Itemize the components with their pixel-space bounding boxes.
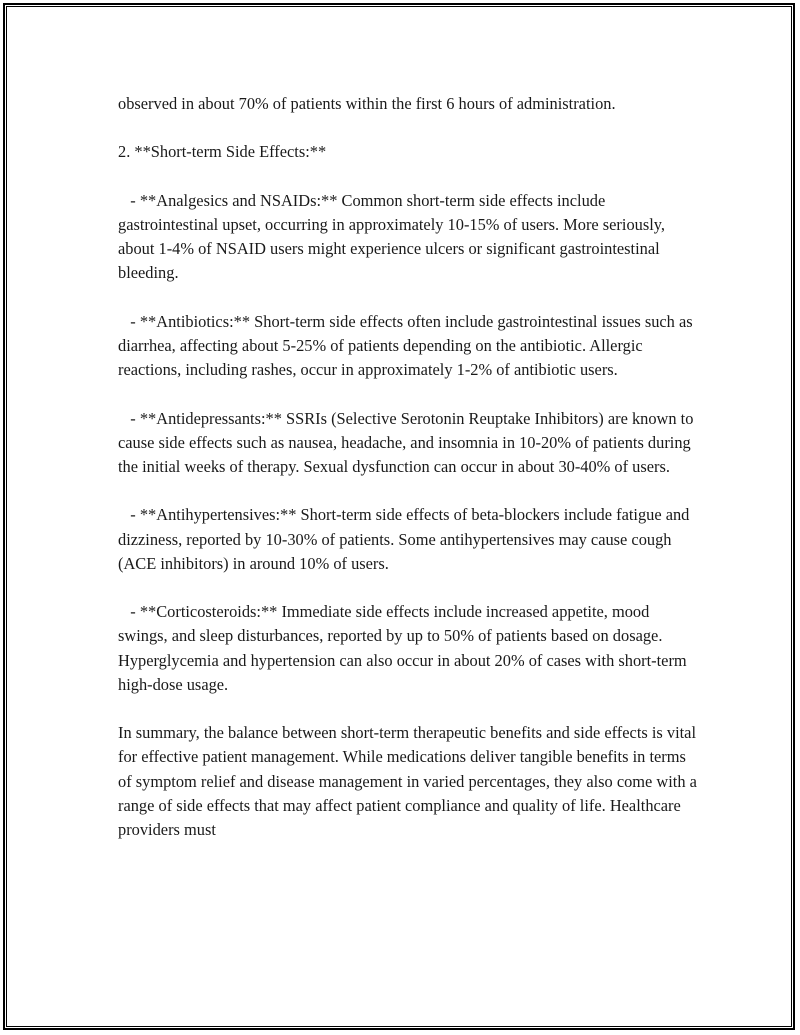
paragraph-corticosteroids: - **Corticosteroids:** Immediate side effects include increased appetite, mood swings, and sleep disturbances, reported by up to 50% of patients based on dosage. Hyperglycemia and hypertension can also occur in about 20% of cases with short-term high-dose usage.: [118, 602, 691, 694]
paragraph-analgesics-nsaids: - **Analgesics and NSAIDs:** Common short-term side effects include gastrointestinal upset, occurring in approximately 10-15% of users. More seriously, about 1-4% of NSAID users might experience ulcers or significant gastrointestinal bleeding.: [118, 190, 670, 283]
paragraph-antidepressants: - **Antidepressants:** SSRIs (Selective Serotonin Reuptake Inhibitors) are known to cause side effects such as nausea, headache, and insomnia in 10-20% of patients during the initial weeks of therapy. Sexual dysfunction can occur in about 30-40% of users.: [118, 408, 698, 476]
paragraph-antihypertensives: - **Antihypertensives:** Short-term side effects of beta-blockers include fatigue and dizziness, reported by 10-30% of patients. Some antihypertensives may cause cough (ACE inhibitors) in around 10% of users.: [118, 505, 694, 573]
paragraph-antibiotics: - **Antibiotics:** Short-term side effects often include gastrointestinal issues such as diarrhea, affecting about 5-25% of patients depending on the antibiotic. Allergic reactions, including rashes, occur in approximately 1-2% of antibiotic users.: [118, 311, 697, 380]
section-heading-short-term-side-effects: 2. **Short-term Side Effects:**: [118, 142, 327, 162]
document-body: [118, 92, 702, 842]
paragraph-continuation: observed in about 70% of patients within the first 6 hours of administration.: [118, 94, 616, 113]
paragraph-summary: In summary, the balance between short-term therapeutic benefits and side effects is vital for effective patient management. While medications deliver tangible benefits in terms of symptom relief and disease management in varied percentages, they also come with a range of side effects that may affect patient compliance and quality of life. Healthcare providers must: [118, 723, 702, 839]
